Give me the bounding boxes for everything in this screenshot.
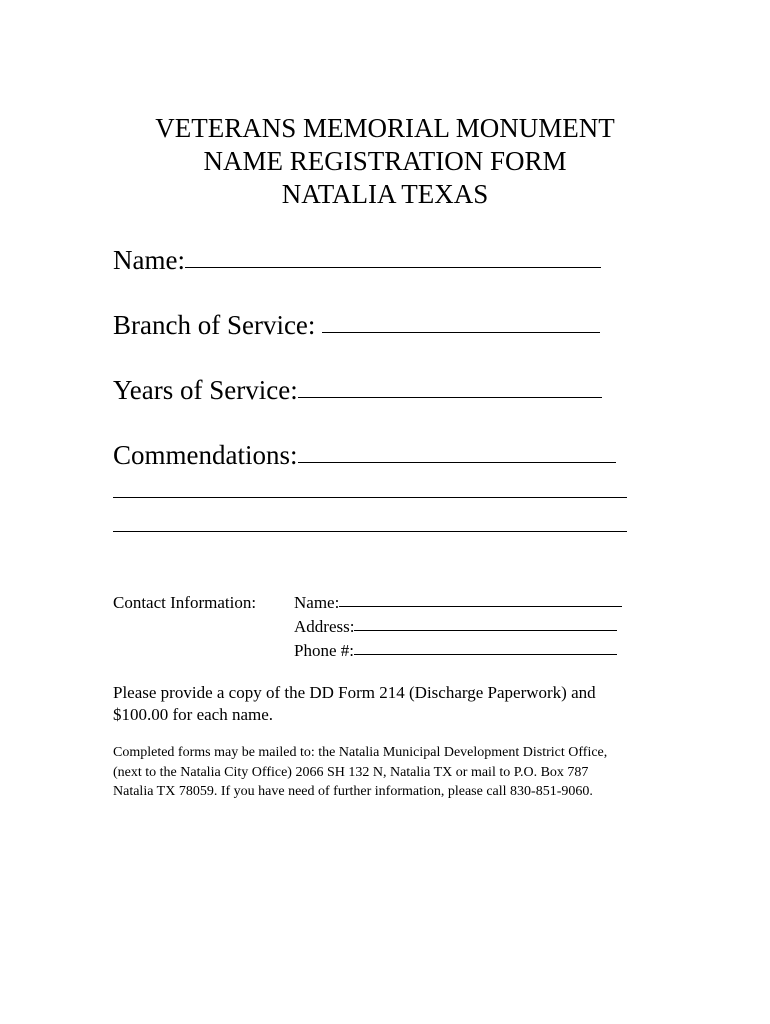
years-of-service-label: Years of Service: bbox=[113, 375, 298, 405]
contact-name-row bbox=[294, 592, 622, 614]
name-blank[interactable] bbox=[185, 267, 601, 268]
instructions-line-1: Please provide a copy of the DD Form 214 (Discharge Paperwork) and bbox=[113, 683, 596, 702]
contact-address-row bbox=[294, 616, 617, 638]
form-title-line-1: VETERANS MEMORIAL MONUMENT bbox=[155, 113, 615, 143]
contact-phone-label: Phone #: bbox=[294, 641, 354, 660]
mailing-line-3: Natalia TX 78059. If you have need of further information, please call 830-851-9060. bbox=[113, 784, 593, 799]
contact-name-blank[interactable] bbox=[339, 606, 622, 607]
years-of-service-blank[interactable] bbox=[298, 397, 602, 398]
years-of-service-row bbox=[113, 374, 602, 406]
commendations-label: Commendations: bbox=[113, 440, 298, 470]
name-field-row bbox=[113, 244, 601, 276]
form-title-line-3: NATALIA TEXAS bbox=[281, 179, 489, 209]
branch-of-service-blank[interactable] bbox=[322, 332, 600, 333]
contact-heading: Contact Information: bbox=[113, 593, 257, 612]
contact-phone-row bbox=[294, 640, 617, 662]
contact-name-label: Name: bbox=[294, 593, 340, 612]
contact-address-blank[interactable] bbox=[354, 630, 617, 631]
mailing-line-1: Completed forms may be mailed to: the Natalia Municipal Development District Office, bbox=[113, 745, 608, 760]
commendations-row bbox=[113, 439, 616, 471]
branch-of-service-label: Branch of Service: bbox=[113, 310, 323, 340]
mailing-line-2: (next to the Natalia City Office) 2066 SH 132 N, Natalia TX or mail to P.O. Box 787 bbox=[113, 765, 589, 780]
name-label: Name: bbox=[113, 245, 185, 275]
commendations-extra-line-1[interactable] bbox=[113, 497, 627, 498]
instructions-line-2: $100.00 for each name. bbox=[113, 705, 274, 724]
contact-address-label: Address: bbox=[294, 617, 355, 636]
contact-phone-blank[interactable] bbox=[354, 654, 617, 655]
commendations-blank[interactable] bbox=[298, 462, 616, 463]
commendations-extra-line-2[interactable] bbox=[113, 531, 627, 532]
branch-of-service-row bbox=[113, 309, 600, 341]
form-title-line-2: NAME REGISTRATION FORM bbox=[203, 146, 567, 176]
